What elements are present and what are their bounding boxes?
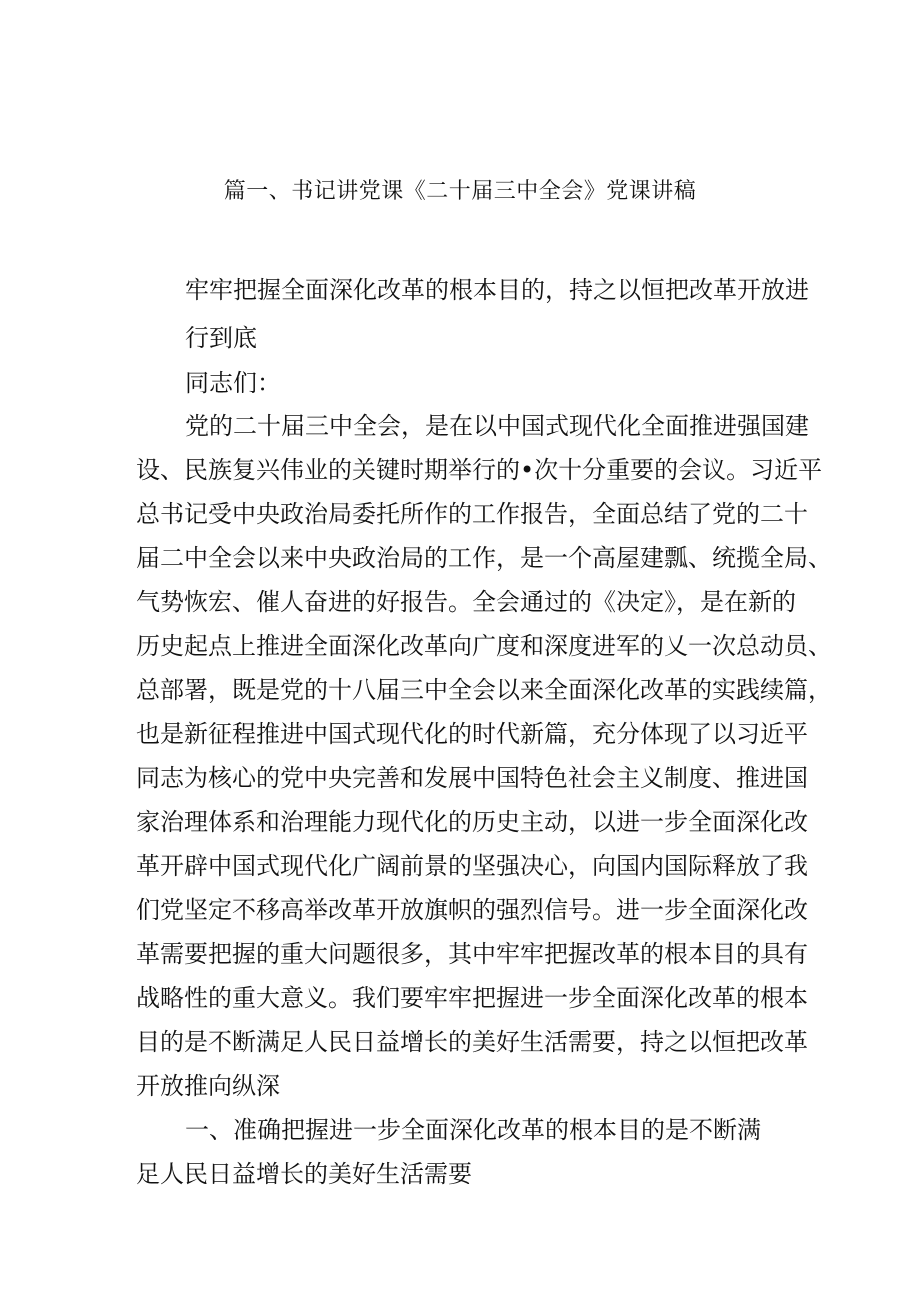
body-line: 开放推向纵深 bbox=[136, 1072, 280, 1100]
body-line: 革开辟中国式现代化广阔前景的坚强决心，向国内国际释放了我 bbox=[136, 852, 808, 880]
body-line: 总书记受中央政治局委托所作的工作报告，全面总结了党的二十 bbox=[136, 500, 808, 528]
body-line: 同志为核心的党中央完善和发展中国特色社会主义制度、推进国 bbox=[136, 764, 808, 792]
section-heading-line: 足人民日益增长的美好生活需要 bbox=[136, 1160, 472, 1188]
body-line: 目的是不断满足人民日益增长的美好生活需要，持之以恒把改革 bbox=[136, 1028, 808, 1056]
document-title: 篇一、书记讲党课《二十届三中全会》党课讲稿 bbox=[223, 179, 697, 204]
body-line: 革需要把握的重大问题很多，其中牢牢把握改革的根本目的具有 bbox=[136, 940, 808, 968]
body-line: 总部署，既是党的十八届三中全会以来全面深化改革的实践续篇， bbox=[136, 676, 832, 704]
body-line: 也是新征程推进中国式现代化的时代新篇，充分体现了以习近平 bbox=[136, 720, 808, 748]
greeting: 同志们： bbox=[185, 369, 281, 397]
subtitle-line: 牢牢把握全面深化改革的根本目的，持之以恒把改革开放进 bbox=[185, 276, 809, 304]
body-line: 们党坚定不移高举改革开放旗帜的强烈信号。进一步全面深化改 bbox=[136, 896, 808, 924]
body-line: 家治理体系和治理能力现代化的历史主动，以进一步全面深化改 bbox=[136, 808, 808, 836]
section-heading-line: 一、准确把握进一步全面深化改革的根本目的是不断满 bbox=[185, 1116, 761, 1144]
body-line: 设、民族复兴伟业的关键时期举行的•次十分重要的会议。习近平 bbox=[136, 456, 823, 484]
body-line: 战略性的重大意义。我们要牢牢把握进一步全面深化改革的根本 bbox=[136, 984, 808, 1012]
body-line: 气势恢宏、催人奋进的好报告。全会通过的《决定》，是在新的 bbox=[136, 588, 796, 616]
body-line: 历史起点上推进全面深化改革向广度和深度进军的乂一次总动员、 bbox=[136, 632, 832, 660]
subtitle-line: 行到底 bbox=[185, 324, 257, 352]
body-line: 届二中全会以来中央政治局的工作，是一个高屋建瓢、统揽全局、 bbox=[136, 544, 832, 572]
body-line: 党的二十届三中全会，是在以中国式现代化全面推进强国建 bbox=[185, 412, 809, 440]
